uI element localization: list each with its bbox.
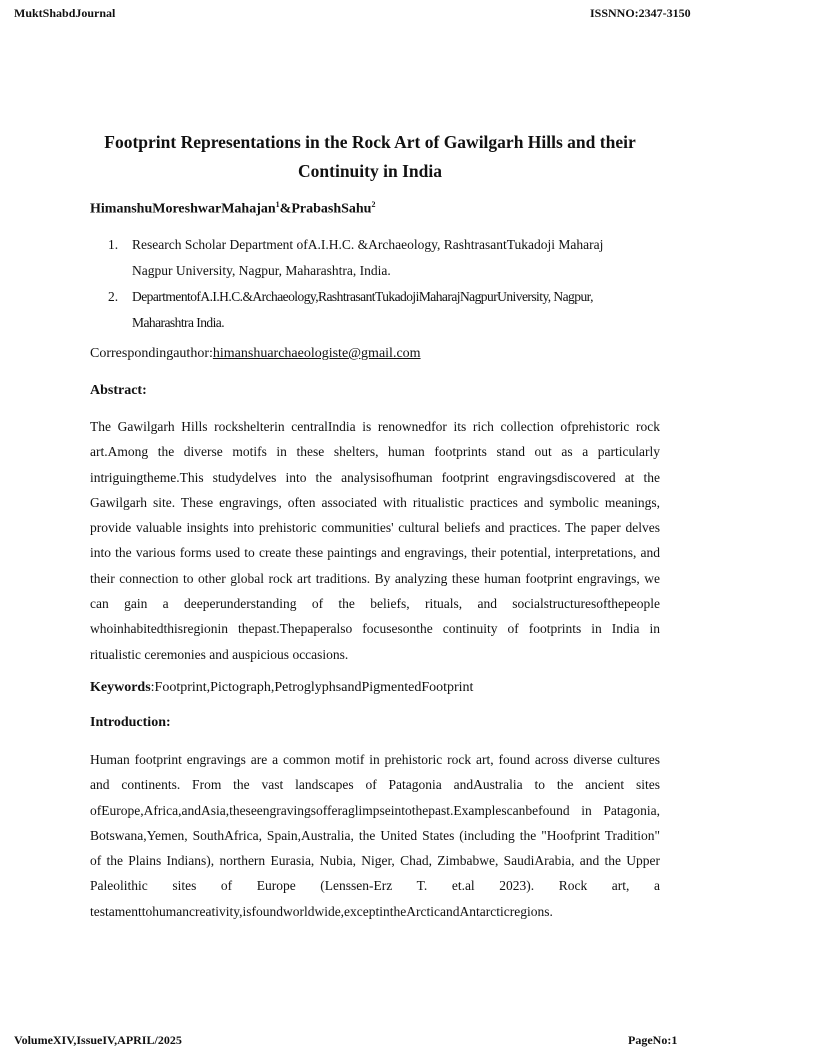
introduction-text: Human footprint engravings are a common motif in prehistoric rock art, found across diverse cultures and continents. From the vast landscapes of Patagonia andAustralia to the ancient sites ofEurope,Africa,andAsia,theseengravingsofferaglimpseintothepast.Examplescanbefound in Patagonia, Botswana,Yemen, SouthAfrica, Spain,Australia, the United States (including the "Hoofprint Tradition" of the Plains Indians), northern Eurasia, Nubia, Niger, Chad, Zimbabwe, SaudiArabia, and the Upper Paleolithic sites of Europe (Lenssen-Erz T. et.al 2023). Rock art, a testamenttohumancreativity,isfoundworldwide,exceptintheArcticandAntarcticregions. — [90, 752, 660, 919]
introduction-heading: Introduction: — [90, 715, 171, 730]
author-2-affiliation: 2 — [371, 200, 376, 209]
keywords — [90, 680, 473, 696]
keywords-label: Keywords — [90, 680, 151, 695]
corresponding-author — [90, 346, 421, 362]
affiliation-2-line-2: Maharashtra India. — [132, 315, 225, 330]
affiliation-2-line-1: DepartmentofA.I.H.C.&Archaeology,RashtrasantTukadojiMaharajNagpurUniversity, Nagpur, — [132, 289, 593, 304]
affiliation-1-line-2: Nagpur University, Nagpur, Maharashtra, India. — [132, 263, 391, 278]
paper-title — [90, 128, 650, 186]
page-number: PageNo:1 — [628, 1033, 678, 1047]
abstract-text: The Gawilgarh Hills rockshelterin centralIndia is renownedfor its rich collection ofprehistoric rock art.Among the diverse motifs in these shelters, human footprints stand out as a particularly intriguingtheme.This studydelves into the analysisofhuman footprint engravingsdiscovered at the Gawilgarh site. These engravings, often associated with ritualistic practices and symbolic meanings, provide valuable insights into prehistoric communities' cultural beliefs and practices. The paper delves into the various forms used to create these paintings and engravings, their potential, interpretations, and their connection to other global rock art traditions. By analyzing these human footprint engravings, we can gain a deeperunderstanding of the beliefs, rituals, and socialstructuresofthepeople whoinhabitedthisregionin thepast.Thepaperalso focusesonthe continuity of footprints in India in ritualistic ceremonies and auspicious occasions. — [90, 419, 660, 662]
author-list — [90, 200, 375, 218]
author-2: PrabashSahu — [291, 201, 372, 217]
affiliation-1-line-1: Research Scholar Department ofA.I.H.C. &Archaeology, RashtrasantTukadoji Maharaj — [132, 237, 604, 252]
author-1: HimanshuMoreshwarMahajan — [90, 201, 276, 217]
journal-name: MuktShabdJournal — [14, 6, 116, 20]
affiliation-2-number: 2. — [108, 289, 119, 304]
affiliation-1-number: 1. — [108, 237, 119, 252]
affiliation-2 — [108, 284, 668, 336]
author-separator: & — [279, 201, 292, 217]
keywords-text: :Footprint,Pictograph,PetroglyphsandPigmentedFootprint — [150, 680, 474, 695]
affiliation-1 — [108, 232, 668, 284]
title-line-2: Continuity in India — [298, 161, 442, 181]
volume-issue: VolumeXIV,IssueIV,APRIL/2025 — [14, 1033, 182, 1047]
title-line-1: Footprint Representations in the Rock Art of Gawilgarh Hills and their — [104, 132, 636, 152]
abstract-heading: Abstract: — [90, 383, 147, 398]
issn-number: ISSNNO:2347-3150 — [590, 6, 691, 20]
author-1-affiliation: 1 — [275, 200, 280, 209]
corresponding-label: Correspondingauthor: — [90, 346, 213, 361]
corresponding-email-link[interactable]: himanshuarchaeologiste@gmail.com — [212, 346, 421, 361]
